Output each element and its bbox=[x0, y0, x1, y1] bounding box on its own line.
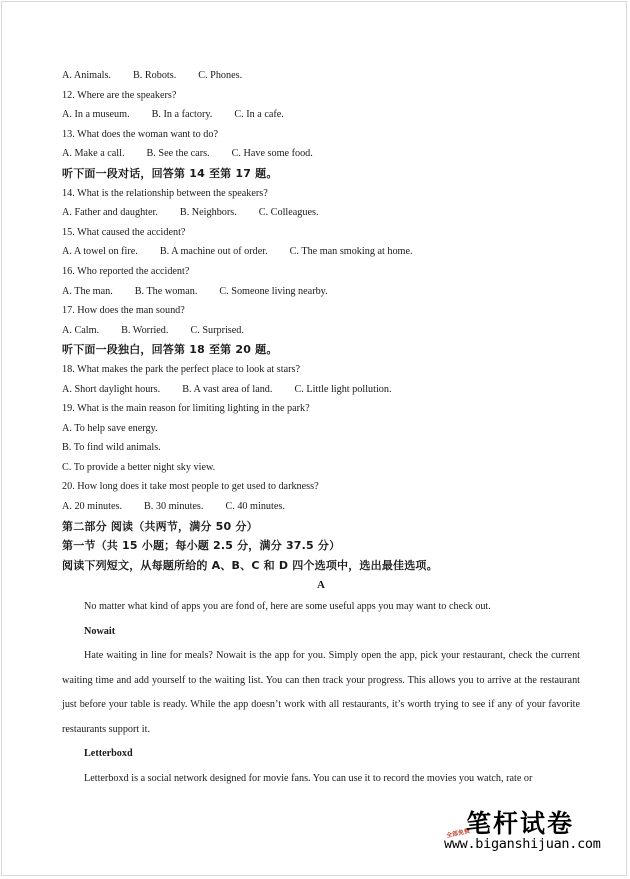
question-stem: 18. What makes the park the perfect place to look at stars? bbox=[62, 363, 300, 375]
question-stem: 20. How long does it take most people to get used to darkness? bbox=[62, 481, 319, 493]
options-row bbox=[62, 105, 580, 125]
option: C. Colleagues. bbox=[258, 207, 319, 219]
options-row bbox=[62, 203, 580, 223]
watermark-url: www.biganshijuan.com bbox=[444, 836, 601, 852]
option: A. To help save energy. bbox=[62, 422, 158, 434]
options-row bbox=[62, 282, 580, 302]
option: A. 20 minutes. bbox=[62, 501, 122, 513]
option: C. Surprised. bbox=[190, 324, 244, 336]
option: A. Calm. bbox=[62, 324, 100, 336]
options-row bbox=[62, 144, 580, 164]
section-heading: 听下面一段对话，回答第 14 至第 17 题。 bbox=[62, 166, 278, 180]
option: C. 40 minutes. bbox=[225, 501, 285, 513]
section-heading: 听下面一段独白，回答第 18 至第 20 题。 bbox=[62, 343, 278, 357]
options-row bbox=[62, 497, 580, 517]
watermark-logo bbox=[444, 802, 614, 862]
option: C. Have some food. bbox=[231, 148, 313, 160]
passage-intro: No matter what kind of apps you are fond of, here are some useful apps you may want to check out. bbox=[84, 601, 491, 613]
option: B. In a factory. bbox=[151, 109, 213, 121]
option: B. A machine out of order. bbox=[159, 246, 268, 258]
option: B. A vast area of land. bbox=[182, 383, 273, 395]
option: B. Neighbors. bbox=[179, 207, 237, 219]
question-stem: 14. What is the relationship between the speakers? bbox=[62, 187, 268, 199]
option: B. Robots. bbox=[132, 70, 177, 81]
section-title: 第一节（共 15 小题；每小题 2.5 分，满分 37.5 分） bbox=[62, 539, 341, 553]
options-row bbox=[62, 66, 580, 86]
passage-label: A bbox=[317, 579, 325, 592]
app-description-letterboxd: Letterboxd is a social network designed for movie fans. You can use it to record the movies you watch, rate or bbox=[84, 772, 533, 784]
option: A. Short daylight hours. bbox=[62, 383, 161, 395]
watermark-tag: 全部免费 bbox=[445, 827, 471, 840]
app-name-nowait: Nowait bbox=[84, 625, 116, 637]
question-stem: 17. How does the man sound? bbox=[62, 305, 185, 317]
app-name-letterboxd: Letterboxd bbox=[84, 748, 133, 760]
option: C. To provide a better night sky view. bbox=[62, 461, 216, 473]
options-row bbox=[62, 380, 580, 400]
option: C. The man smoking at home. bbox=[289, 246, 413, 258]
options-row bbox=[62, 242, 580, 262]
instructions: 阅读下列短文，从每题所给的 A、B、C 和 D 四个选项中，选出最佳选项。 bbox=[62, 558, 438, 572]
options-row bbox=[62, 321, 580, 341]
question-stem: 19. What is the main reason for limiting lighting in the park? bbox=[62, 403, 310, 415]
watermark-title: 笔杆试卷 bbox=[466, 809, 575, 838]
option: A. A towel on fire. bbox=[62, 246, 138, 258]
part-title: 第二部分 阅读（共两节，满分 50 分） bbox=[62, 519, 258, 533]
option: A. Animals. bbox=[62, 70, 111, 81]
question-stem: 15. What caused the accident? bbox=[62, 226, 186, 238]
option: A. In a museum. bbox=[62, 109, 130, 121]
question-stem: 13. What does the woman want to do? bbox=[62, 128, 218, 140]
app-description-nowait: Hate waiting in line for meals? Nowait is the app for you. Simply open the app, pick your restaurant, check the current waiting time and add yourself to the waiting list. You can then track your progress. This allows you to arrive at the restaurant just before your table is ready. While the app doesn’t work with all restaurants, it’s worth trying to see if any of your favorite restaurants support it. bbox=[62, 650, 580, 735]
option: C. In a cafe. bbox=[234, 109, 284, 121]
option: B. 30 minutes. bbox=[144, 501, 204, 513]
option: B. To find wild animals. bbox=[62, 442, 161, 454]
option: C. Phones. bbox=[198, 70, 243, 81]
option: B. Worried. bbox=[121, 324, 169, 336]
option: B. The woman. bbox=[134, 285, 198, 297]
option: C. Little light pollution. bbox=[294, 383, 392, 395]
exam-content bbox=[62, 66, 580, 791]
option: A. The man. bbox=[62, 285, 113, 297]
option: B. See the cars. bbox=[146, 148, 210, 160]
question-stem: 12. Where are the speakers? bbox=[62, 89, 177, 101]
option: A. Make a call. bbox=[62, 148, 125, 160]
question-stem: 16. Who reported the accident? bbox=[62, 265, 190, 277]
option: C. Someone living nearby. bbox=[219, 285, 328, 297]
option: A. Father and daughter. bbox=[62, 207, 158, 219]
